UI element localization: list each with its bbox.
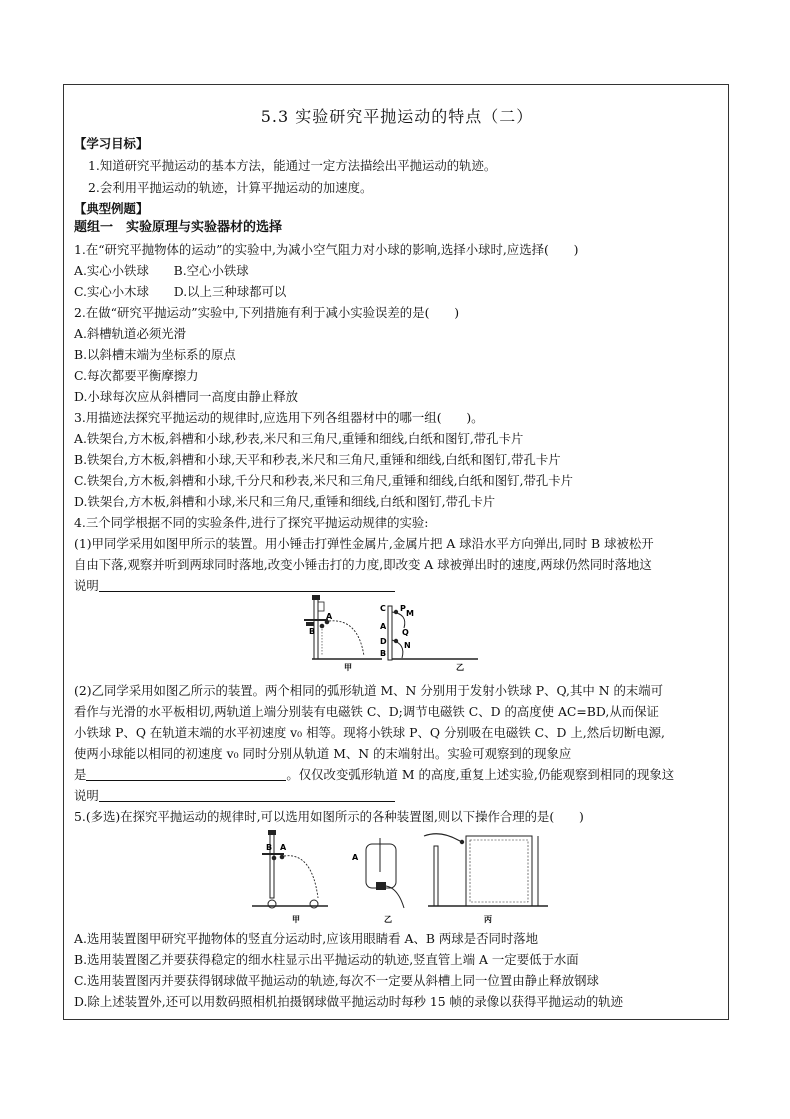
q2-option-c: C.每次都要平衡摩擦力	[74, 368, 199, 383]
q4-apparatus-diagram	[300, 592, 500, 672]
fig-label-p: P	[400, 604, 406, 613]
q4-part2-line5	[74, 765, 674, 785]
page-title: 5.3 实验研究平抛运动的特点（二）	[260, 107, 534, 126]
fig-label-m: M	[406, 609, 414, 618]
q5-option-a: A.选用装置图甲研究平抛物体的竖直分运动时,应该用眼睛看 A、B 两球是否同时落地	[74, 931, 539, 946]
fig-label-q: Q	[402, 628, 409, 637]
answer-blank-3[interactable]	[99, 789, 395, 802]
fig-label-n: N	[404, 641, 411, 650]
q5-fig-label-a2: A	[352, 853, 359, 862]
q5-option-d: D.除上述装置外,还可以用数码照相机拍摄钢球做平抛运动时每秒 15 帧的录像以获得平抛运动的轨迹	[74, 994, 624, 1009]
answer-blank-1[interactable]	[99, 579, 395, 592]
q3-option-d: D.铁架台,方木板,斜槽和小球,米尺和三角尺,重锤和细线,白纸和图钉,带孔卡片	[74, 494, 496, 509]
q5-fig-caption-bing: 丙	[484, 915, 492, 924]
q3-option-b: B.铁架台,方木板,斜槽和小球,天平和秒表,米尺和三角尺,重锤和细线,白纸和图钉,带孔卡片	[74, 452, 561, 467]
q1-stem: 1.在“研究平抛物体的运动”的实验中,为减小空气阻力对小球的影响,选择小球时,应选择( )	[74, 242, 579, 257]
q4-part2-line6	[74, 786, 395, 806]
q3-option-a: A.铁架台,方木板,斜槽和小球,秒表,米尺和三角尺,重锤和细线,白纸和图钉,带孔卡片	[74, 431, 524, 446]
q2-option-d: D.小球每次应从斜槽同一高度由静止释放	[74, 389, 299, 404]
q5-option-c: C.选用装置图丙并要获得钢球做平抛运动的轨迹,每次不一定要从斜槽上同一位置由静止释放钢球	[74, 973, 599, 988]
q4-part2-shuoming: 说明	[74, 788, 99, 803]
fig-caption-yi: 乙	[456, 663, 464, 672]
goal-2: 2.会利用平抛运动的轨迹，计算平抛运动的加速度。	[88, 180, 373, 195]
q1-options-cd: C.实心小木球 D.以上三种球都可以	[74, 284, 287, 299]
q5-fig-caption-jia: 甲	[292, 915, 300, 924]
goals-heading: 【学习目标】	[74, 136, 149, 151]
fig-caption-jia: 甲	[344, 663, 352, 672]
q3-stem: 3.用描迹法探究平抛运动的规律时,应选用下列各组器材中的哪一组( )。	[74, 410, 484, 425]
fig-label-a2: A	[380, 622, 387, 631]
goal-1: 1.知道研究平抛运动的基本方法，能通过一定方法描绘出平抛运动的轨迹。	[88, 158, 497, 173]
q5-figures	[248, 826, 558, 924]
q4-part2-line5-rest: 。仅仅改变弧形轨道 M 的高度,重复上述实验,仍能观察到相同的现象这	[286, 767, 675, 782]
q5-fig-caption-yi: 乙	[384, 915, 392, 924]
q4-part1-line1: (1)甲同学采用如图甲所示的装置。用小锤击打弹性金属片,金属片把 A 球沿水平方向弹出,同时 B 球被松开	[74, 536, 654, 551]
q4-part2-line2: 看作与光滑的水平板相切,两轨道上端分别装有电磁铁 C、D;调节电磁铁 C、D 的高度使 AC=BD,从而保证	[74, 704, 659, 719]
q4-figures	[300, 592, 500, 672]
q5-option-b: B.选用装置图乙并要获得稳定的细水柱显示出平抛运动的轨迹,竖直管上端 A 一定要低于水面	[74, 952, 579, 967]
q4-part2-line3: 小铁球 P、Q 在轨道末端的水平初速度 v₀ 相等。现将小铁球 P、Q 分别吸在电磁铁 C、D 上,然后切断电源,	[74, 725, 665, 740]
q4-part1-line2: 自由下落,观察并听到两球同时落地,改变小锤击打的力度,即改变 A 球被弹出时的速度,两球仍然同时落地这	[74, 557, 652, 572]
q4-part1-shuoming: 说明	[74, 578, 99, 593]
examples-heading: 【典型例题】	[74, 201, 149, 216]
q5-apparatus-diagram	[248, 826, 558, 924]
q2-stem: 2.在做“研究平抛运动”实验中,下列措施有利于减小实验误差的是( )	[74, 305, 460, 320]
q3-option-c: C.铁架台,方木板,斜槽和小球,千分尺和秒表,米尺和三角尺,重锤和细线,白纸和图钉,带孔卡片	[74, 473, 574, 488]
q4-part2-shi: 是	[74, 767, 87, 782]
fig-label-a: A	[326, 612, 333, 621]
q5-stem: 5.(多选)在探究平抛运动的规律时,可以选用如图所示的各种装置图,则以下操作合理的是( )	[74, 809, 584, 824]
group-heading: 题组一 实验原理与实验器材的选择	[74, 220, 283, 235]
q5-fig-label-b: B	[266, 843, 273, 852]
fig-label-d: D	[380, 637, 387, 646]
q5-fig-label-a: A	[280, 843, 287, 852]
q4-part2-line1: (2)乙同学采用如图乙所示的装置。两个相同的弧形轨道 M、N 分别用于发射小铁球 P、Q,其中 N 的末端可	[74, 683, 664, 698]
q2-option-a: A.斜槽轨道必须光滑	[74, 326, 187, 341]
fig-label-c: C	[380, 604, 386, 613]
q2-option-b: B.以斜槽末端为坐标系的原点	[74, 347, 236, 362]
q4-stem: 4.三个同学根据不同的实验条件,进行了探究平抛运动规律的实验:	[74, 515, 429, 530]
fig-label-b2: B	[380, 649, 387, 658]
q1-options-ab: A.实心小铁球 B.空心小铁球	[74, 263, 249, 278]
answer-blank-2[interactable]	[86, 768, 286, 781]
q4-part2-line4: 使两小球能以相同的初速度 v₀ 同时分别从轨道 M、N 的末端射出。实验可观察到的现象应	[74, 746, 572, 761]
fig-label-b: B	[309, 627, 316, 636]
